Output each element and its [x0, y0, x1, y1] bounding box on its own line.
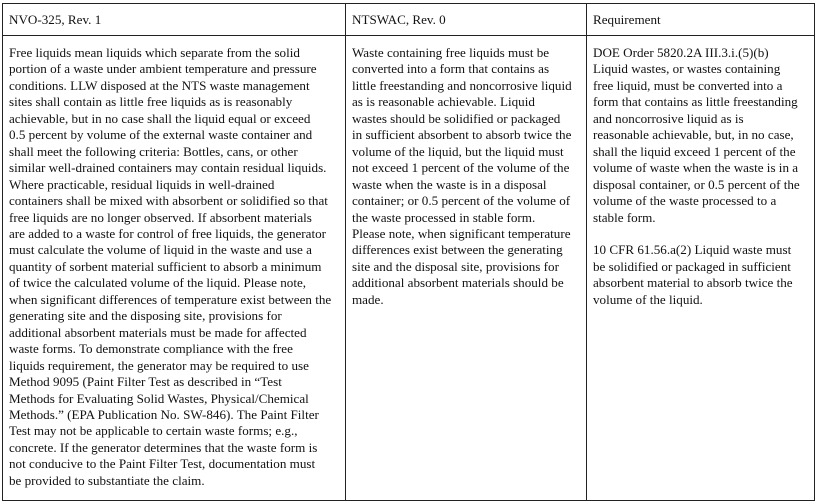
- text-line: 10 CFR 61.56.a(2) Liquid waste must: [593, 242, 792, 258]
- text-line: and noncorrosive liquid as is: [593, 110, 744, 126]
- text-line: free liquids are no longer observed. If absorbent materials: [9, 209, 312, 225]
- text-line: absorbent material to absorb twice the: [593, 275, 793, 291]
- text-line: 0.5 percent by volume of the external waste container and: [9, 127, 313, 143]
- text-line: are added to a waste for control of free liquids, the generator: [9, 225, 327, 241]
- header-ntswac: NTSWAC, Rev. 0: [346, 4, 587, 36]
- text-line: additional absorbent materials should be: [352, 275, 564, 291]
- text-line: be solidified or packaged in sufficient: [593, 258, 791, 274]
- text-line: DOE Order 5820.2A III.3.i.(5)(b): [593, 45, 769, 60]
- text-line: of twice the calculated volume of the liquid. Please note,: [9, 275, 307, 291]
- text-line: not conducive to the Paint Filter Test, documentation must: [9, 456, 316, 472]
- paragraph: [593, 242, 808, 308]
- body-row: [3, 36, 815, 501]
- text-line: reasonable achievable, but, in no case,: [593, 127, 794, 143]
- text-line: liquids requirement, the generator may be required to use: [9, 357, 309, 373]
- text-line: must calculate the volume of liquid in the waste and use a: [9, 242, 312, 258]
- text-line: volume of the waste processed to a: [593, 193, 777, 209]
- text-line: Please note, when significant temperature: [352, 225, 571, 241]
- text-line: shall the liquid exceed 1 percent of the: [593, 143, 796, 159]
- text-line: shall meet the following criteria: Bottles, cans, or other: [9, 143, 298, 159]
- text-line: differences exist between the generating: [352, 242, 563, 258]
- paragraph-gap: [593, 226, 808, 242]
- text-line: disposal container, or 0.5 percent of the: [593, 176, 800, 192]
- header-row: [3, 4, 815, 36]
- text-line: containers shall be mixed with absorbent or solidified so that: [9, 193, 328, 209]
- text-line: in sufficient absorbent to absorb twice the: [352, 127, 572, 143]
- text-line: conditions. LLW disposed at the NTS waste management: [9, 77, 310, 93]
- text-line: made.: [352, 291, 384, 307]
- requirement-text-cell: [587, 36, 815, 501]
- text-line: generating site and the disposing site, provisions for: [9, 308, 282, 324]
- text-line: additional absorbent materials must be made for affected: [9, 324, 307, 340]
- text-line: quantity of sorbent material sufficient to absorb a minimum: [9, 258, 322, 274]
- text-line: concrete. If the generator determines that the waste form is: [9, 439, 318, 455]
- text-line: stable form.: [593, 209, 656, 225]
- text-line: not exceed 1 percent of the volume of the: [352, 160, 570, 176]
- text-line: Methods.” (EPA Publication No. SW-846). The Paint Filter: [9, 406, 319, 422]
- text-line: Where practicable, residual liquids in well-drained: [9, 176, 275, 192]
- text-line: volume of waste when the waste is in a: [593, 160, 799, 176]
- text-line: achievable, but in no case shall the liquid equal or exceed: [9, 110, 311, 126]
- text-line: as is reasonable achievable. Liquid: [352, 94, 535, 110]
- text-line: Free liquids mean liquids which separate from the solid: [9, 45, 300, 60]
- text-line: Method 9095 (Paint Filter Test as described in “Test: [9, 374, 282, 390]
- text-line: volume of the liquid.: [593, 291, 703, 307]
- paragraph: [352, 45, 580, 308]
- text-line: volume of the liquid, but the liquid must: [352, 143, 564, 159]
- text-line: Methods for Evaluating Solid Wastes, Physical/Chemical: [9, 390, 309, 406]
- text-line: waste forms. To demonstrate compliance with the free: [9, 341, 293, 357]
- text-line: the waste processed in stable form.: [352, 209, 536, 225]
- text-line: free liquid, must be converted into a: [593, 77, 783, 93]
- header-requirement: Requirement: [587, 4, 815, 36]
- text-line: Test may not be applicable to certain waste forms; e.g.,: [9, 423, 298, 439]
- text-line: site and the disposal site, provisions for: [352, 258, 559, 274]
- text-line: when significant differences of temperature exist between the: [9, 291, 332, 307]
- text-line: portion of a waste under ambient temperature and pressure: [9, 61, 317, 77]
- text-line: wastes should be solidified or packaged: [352, 110, 561, 126]
- paragraph: [9, 45, 339, 489]
- text-line: container; or 0.5 percent of the volume of: [352, 193, 571, 209]
- text-line: waste when the waste is in a disposal: [352, 176, 547, 192]
- text-line: little freestanding and noncorrosive liquid: [352, 77, 572, 93]
- header-nvo-325: NVO-325, Rev. 1: [3, 4, 346, 36]
- text-line: similar well-drained containers may contain residual liquids.: [9, 160, 327, 176]
- ntswac-text-cell: [346, 36, 587, 501]
- text-line: Liquid wastes, or wastes containing: [593, 61, 781, 77]
- text-line: Waste containing free liquids must be: [352, 45, 550, 60]
- nvo-325-text-cell: [3, 36, 346, 501]
- requirements-comparison-table: [2, 3, 815, 501]
- text-line: converted into a form that contains as: [352, 61, 550, 77]
- text-line: sites shall contain as little free liquids as is reasonably: [9, 94, 293, 110]
- paragraph: [593, 45, 808, 226]
- text-line: be provided to substantiate the claim.: [9, 472, 205, 488]
- text-line: form that contains as little freestanding: [593, 94, 798, 110]
